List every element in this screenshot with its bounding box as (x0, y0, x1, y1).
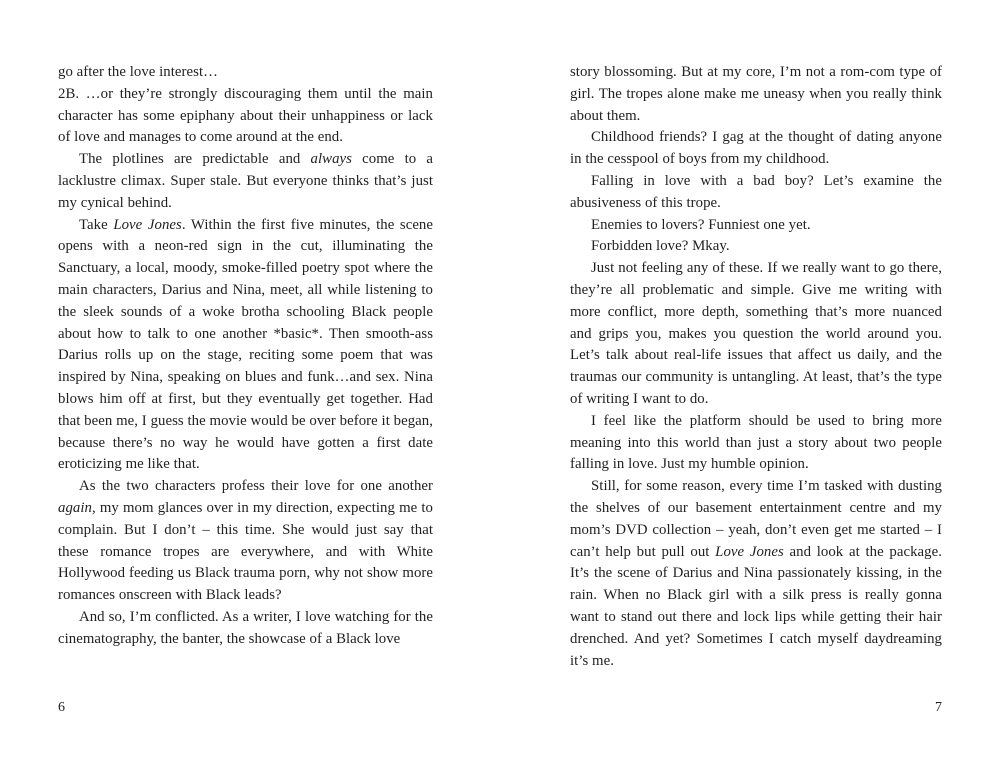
paragraph (570, 236, 942, 258)
text-run: The plotlines are predictable and (79, 151, 311, 168)
left-page-text-column (58, 62, 433, 651)
text-run: Childhood friends? I gag at the thought of dating anyone in the cesspool of boys from my childhood. (570, 129, 942, 168)
text-run: Just not feeling any of these. If we really want to go there, they’re all problematic and simple. Give me writing with more conflict, more depth, something that’s more nuanced and grips you, makes you question the world around you. Let’s talk about real-life issues that affect us daily, and the traumas our community is untangling. At least, that’s the type of writing I want to do. (570, 260, 942, 407)
text-run: Enemies to lovers? Funniest one yet. (591, 216, 811, 233)
text-run: Take (79, 216, 114, 233)
text-run: , my mom glances over in my direction, expecting me to complain. But I don’t – this time. She would just say that these romance tropes are everywhere, and with White Hollywood feeding us Black trauma porn, why not show more romances onscreen with Black leads? (58, 499, 433, 604)
italic-text-run: Love Jones (113, 216, 182, 233)
paragraph (570, 171, 942, 215)
text-run: story blossoming. But at my core, I’m not a rom-com type of girl. The tropes alone make me uneasy when you really think about them. (570, 64, 942, 124)
list-item-continuation (58, 62, 433, 84)
text-run: come to a lacklustre climax. Super stale. But everyone thinks that’s just my cynical behind. (58, 151, 434, 211)
text-run: Still, for some reason, every time I’m tasked with dusting the shelves of our basement entertainment centre and my mom’s DVD collection – yeah, don’t even get me started – I can’t help but pull out (570, 478, 942, 560)
paragraph (570, 127, 942, 171)
list-item-2b (58, 84, 433, 149)
text-run: . Within the first five minutes, the scene opens with a neon-red sign in the cut, illuminating the Sanctuary, a local, moody, smoke-filled poetry spot where the main characters, Darius and Nina, meet, all while listening to the sleek sounds of a woke brotha schooling Black people about how to talk to one another *basic*. Then smooth-ass Darius rolls up on the stage, reciting some poem that was inspired by Nina, speaking on blues and funk…and sex. Nina blows him off at first, but they eventually get together. Had that been me, I guess the movie would be over before it began, because there’s no way he would have gotten a first date eroticizing me like that. (58, 216, 433, 473)
paragraph (570, 476, 942, 672)
page-number-right: 7 (935, 700, 942, 715)
paragraph (570, 215, 942, 237)
text-run: And so, I’m conflicted. As a writer, I love watching for the cinematography, the banter, the showcase of a Black love (58, 608, 433, 647)
paragraph (58, 476, 433, 607)
text-run: go after the love interest… (58, 64, 218, 80)
text-run: I feel like the platform should be used to bring more meaning into this world than just a story about two people falling in love. Just my humble opinion. (570, 412, 942, 473)
text-run: Forbidden love? Mkay. (591, 238, 730, 255)
italic-text-run: again (58, 499, 92, 516)
paragraph (570, 258, 942, 411)
text-run: 2B. …or they’re strongly discouraging them until the main character has some epiphany about their unhappiness or lack of love and manages to come around at the end. (58, 85, 433, 146)
italic-text-run: Love Jones (715, 543, 784, 560)
text-run: Falling in love with a bad boy? Let’s examine the abusiveness of this trope. (570, 172, 942, 211)
paragraph (58, 607, 433, 651)
italic-text-run: always (310, 151, 352, 168)
paragraph (570, 411, 942, 476)
right-page-text-column (570, 62, 942, 672)
text-run: and look at the package. It’s the scene of Darius and Nina passionately kissing, in the rain. When no Black girl with a silk press is really gonna want to stand out there and lock lips while getting their hair drenched. And yet? Sometimes I catch myself daydreaming it’s me. (570, 543, 942, 669)
paragraph (58, 215, 433, 477)
text-run: As the two characters profess their love for one another (79, 478, 433, 495)
page-number-left: 6 (58, 700, 65, 715)
paragraph (58, 149, 433, 214)
paragraph-continuation (570, 62, 942, 127)
